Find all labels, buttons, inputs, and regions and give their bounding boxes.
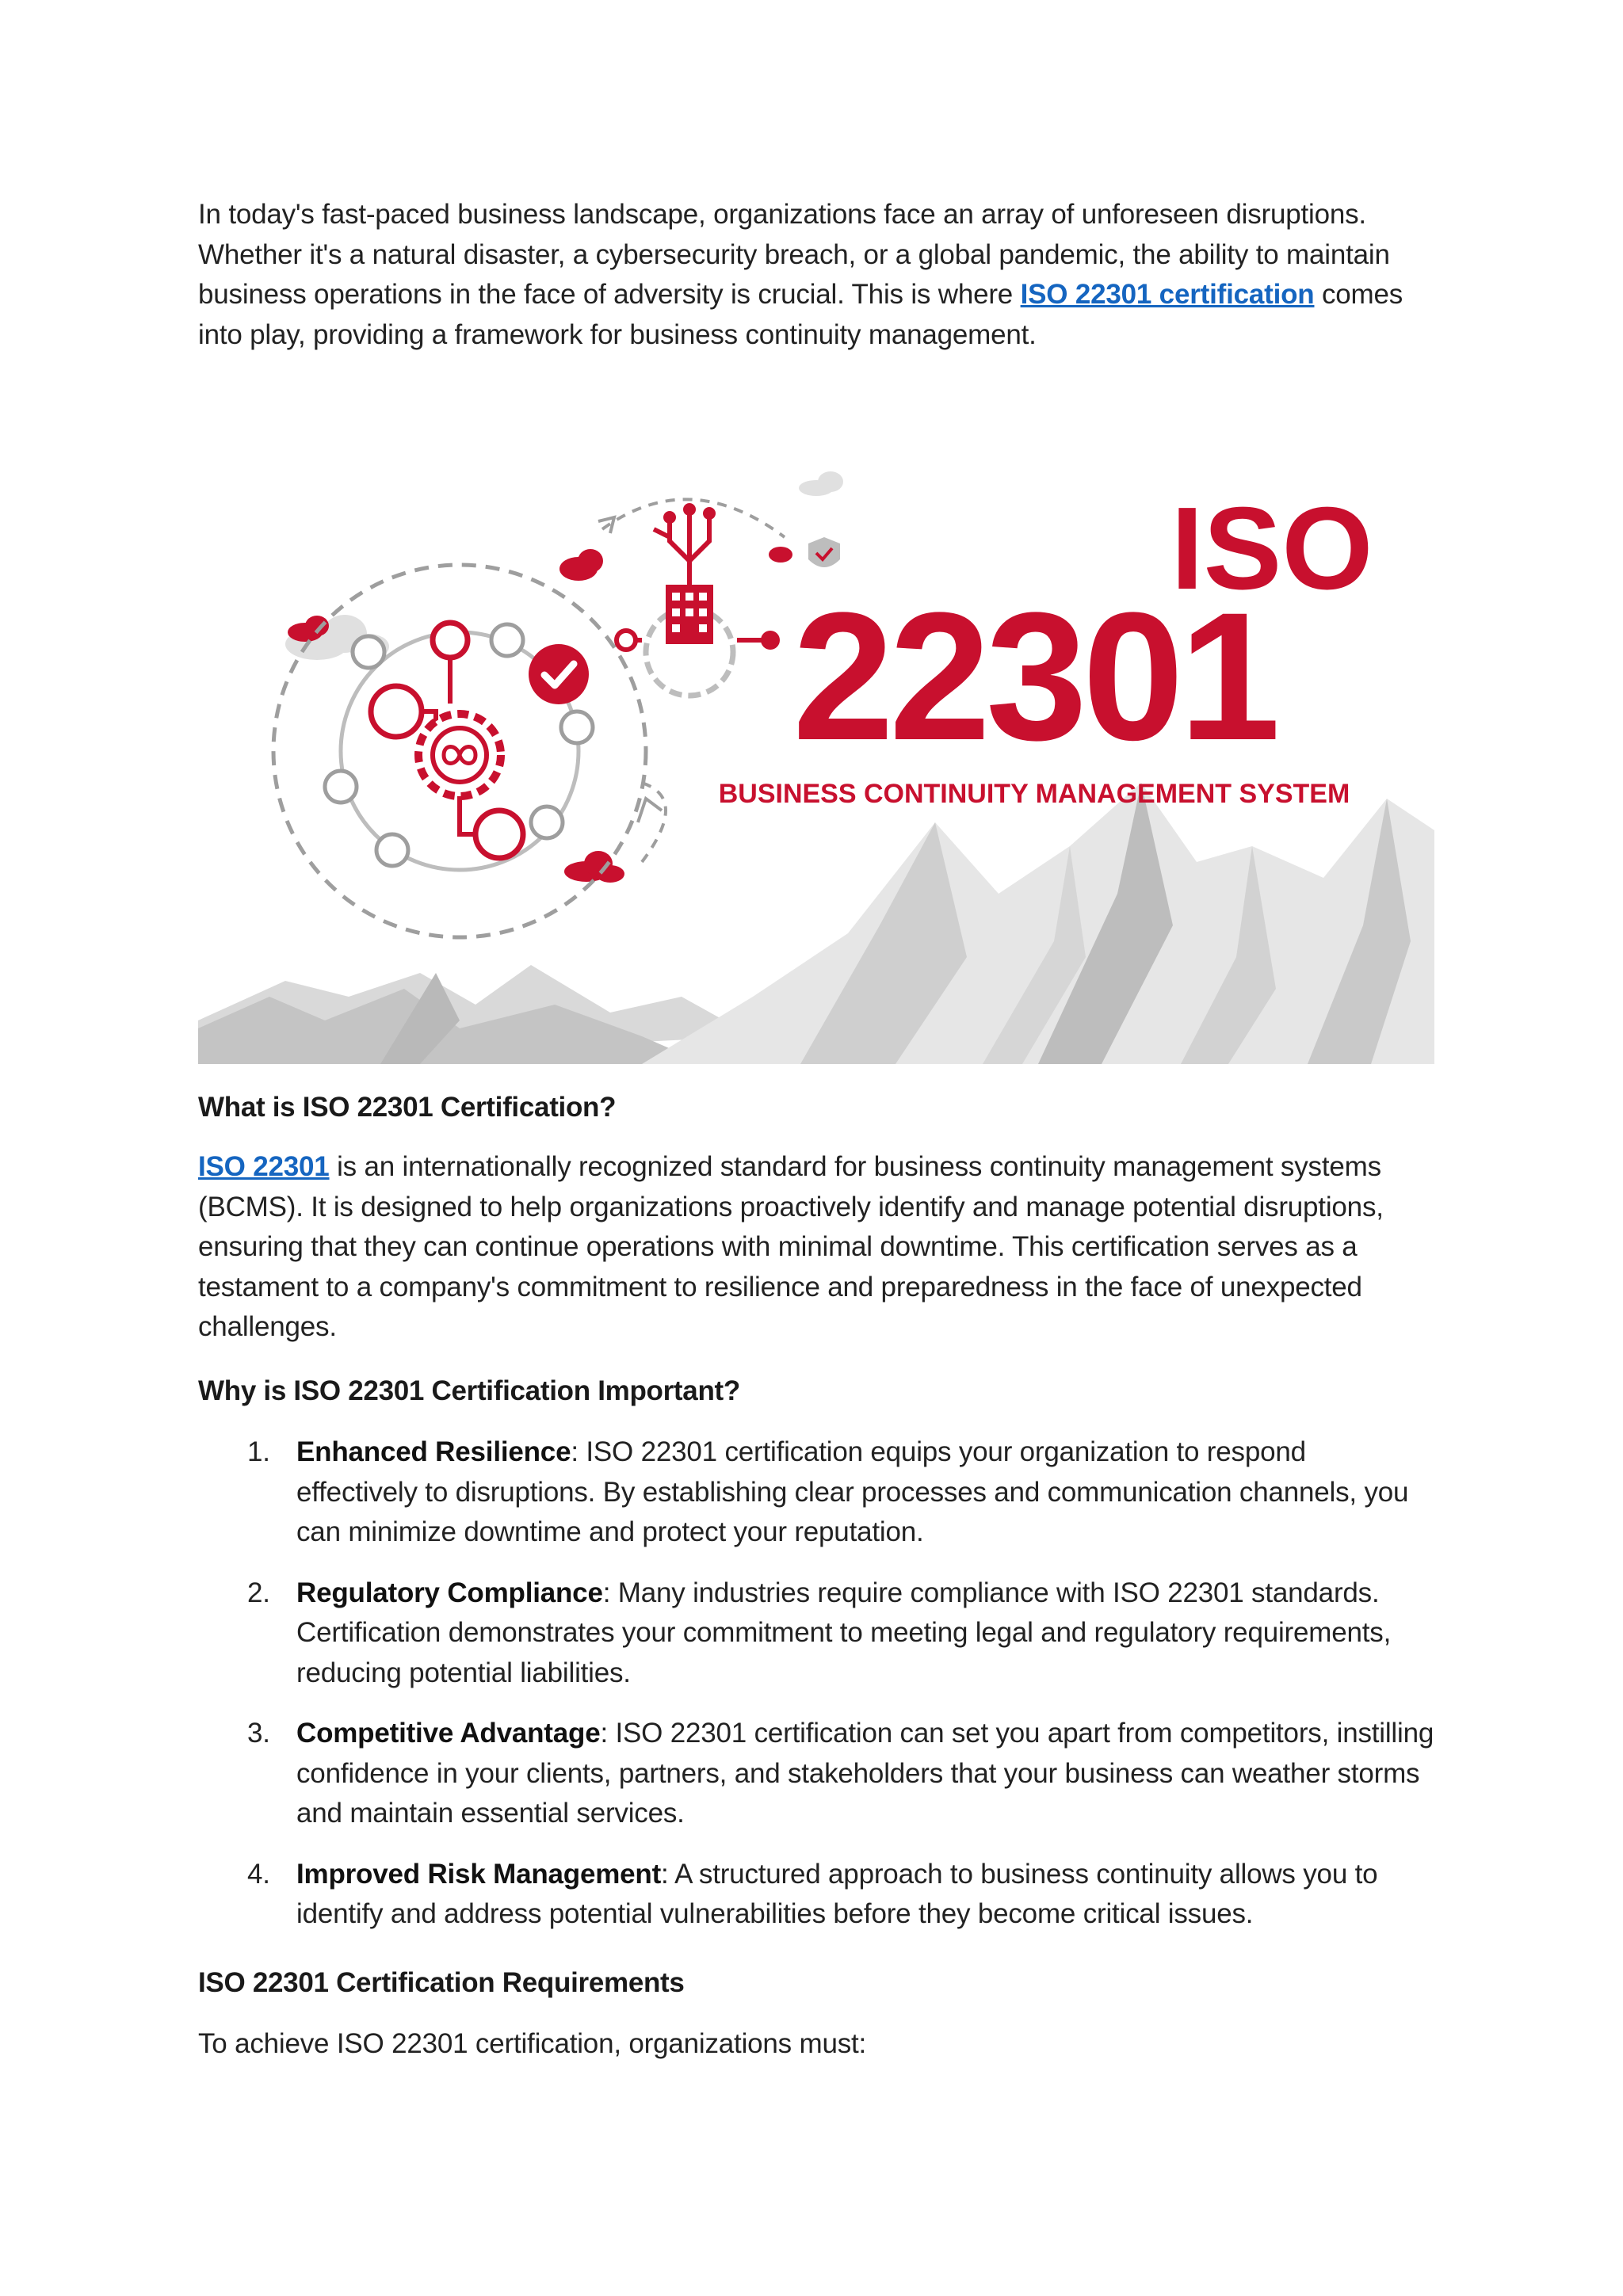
- banner-title-iso: ISO: [1170, 483, 1373, 614]
- requirements-section: [198, 1963, 1434, 2065]
- list-item: 3. Competitive Advantage: ISO 22301 certification can set you apart from competitors, instilling confidence in your clients, partners, and stakeholders that your business can weather storms and maintain essential services.: [247, 1718, 1434, 1829]
- why-important-section: [198, 1371, 1434, 1955]
- why-important-heading: Why is ISO 22301 Certification Important?: [198, 1375, 740, 1406]
- list-item: 1. Enhanced Resilience: ISO 22301 certification equips your organization to respond effectively to disruptions. By establishing clear processes and communication channels, you can minimize downtime and protect your reputation.: [247, 1436, 1409, 1547]
- requirements-heading: ISO 22301 Certification Requirements: [198, 1967, 685, 1998]
- list-item: 2. Regulatory Compliance: Many industries require compliance with ISO 22301 standards. Certification demonstrates your commitment to meeting legal and regulatory requirements, reducing potential liabilities.: [247, 1577, 1392, 1688]
- gear-icon: [418, 714, 501, 796]
- what-is-section: [198, 1088, 1434, 1348]
- iso-22301-banner: [198, 450, 1434, 1064]
- what-is-paragraph: ISO 22301 is an internationally recognized standard for business continuity management systems (BCMS). It is designed to help organizations proactively identify and manage potential disruptions, ensuring that they can continue operations with minimal downtime. This certification serves as a testament to a company's commitment to resilience and preparedness in the face of unexpected challenges.: [198, 1151, 1384, 1342]
- requirements-intro: To achieve ISO 22301 certification, organizations must:: [198, 2028, 867, 2059]
- what-is-heading: What is ISO 22301 Certification?: [198, 1092, 617, 1123]
- intro-paragraph: In today's fast-paced business landscape, organizations face an array of unforeseen disruptions. Whether it's a natural disaster, a cybersecurity breach, or a global pandemic, the ability to maintain business operations in the face of adversity is crucial. This is where ISO 22301 certification comes into play, providing a framework for business continuity management.: [198, 199, 1403, 350]
- banner-title-number: 22301: [792, 574, 1276, 778]
- reasons-list: [198, 1432, 1434, 1935]
- shield-icon: [808, 537, 840, 567]
- check-icon: [529, 644, 589, 704]
- list-item: 4. Improved Risk Management: A structured approach to business continuity allows you to identify and address potential vulnerabilities before they become critical issues.: [247, 1858, 1378, 1929]
- iso-22301-link[interactable]: ISO 22301: [198, 1151, 330, 1182]
- intro-section: [198, 195, 1434, 355]
- iso-22301-certification-link[interactable]: ISO 22301 certification: [1020, 279, 1315, 310]
- banner-subtitle: BUSINESS CONTINUITY MANAGEMENT SYSTEM: [718, 779, 1350, 809]
- hero-image: [198, 450, 1434, 1064]
